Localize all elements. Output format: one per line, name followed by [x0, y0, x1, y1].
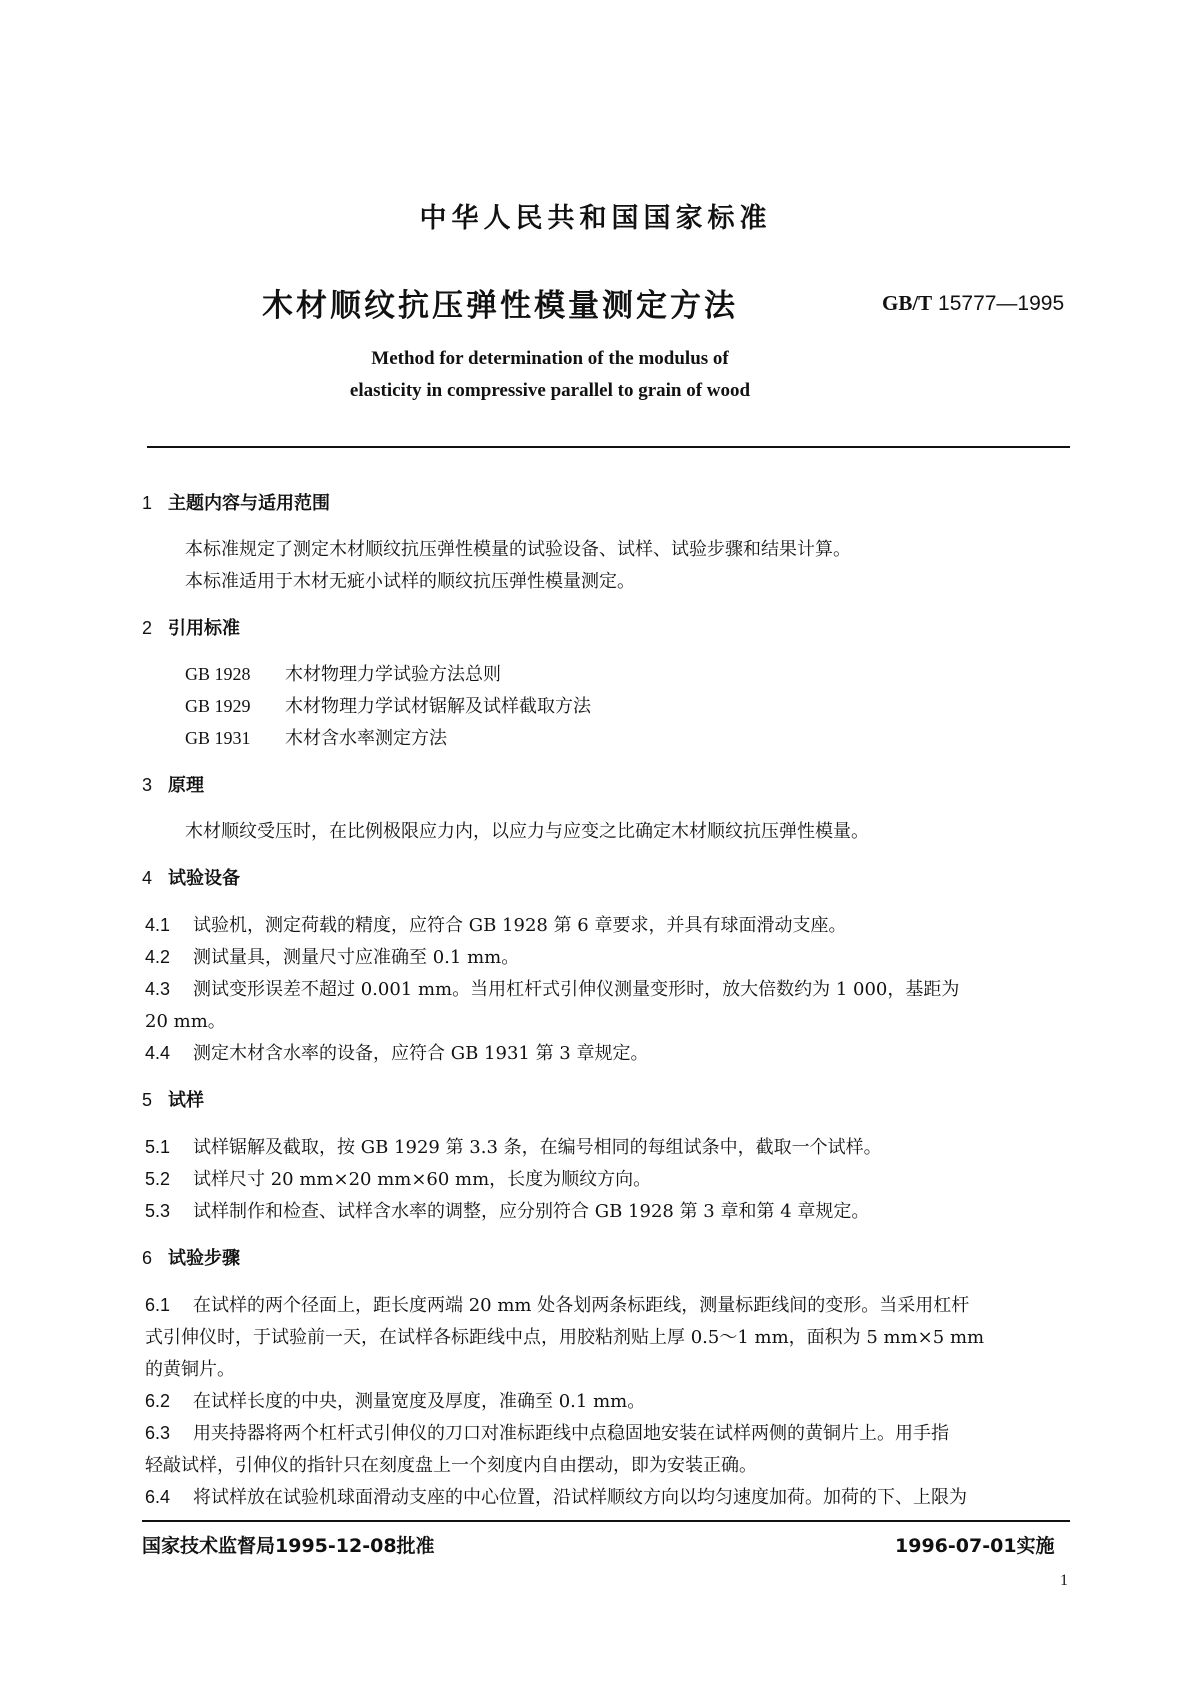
section-6-number: 6 [142, 1248, 153, 1268]
standard-prefix: GB/T [882, 291, 933, 315]
clause-number: 5.2 [145, 1169, 171, 1189]
clause-5-1 [145, 1133, 882, 1159]
clause-5-3 [145, 1197, 869, 1223]
standard-code: 15777—1995 [938, 292, 1065, 315]
clause-text: 测试量具，测量尺寸应准确至 0.1 mm。 [193, 947, 520, 968]
section-3-para-1: 木材顺纹受压时，在比例极限应力内，以应力与应变之比确定木材顺纹抗压弹性模量。 [185, 821, 869, 842]
clause-text: 用夹持器将两个杠杆式引伸仪的刀口对准标距线中点稳固地安装在试样两侧的黄铜片上。用手指 [193, 1423, 949, 1444]
section-2-title: 引用标准 [168, 618, 240, 639]
reference-row [185, 692, 591, 718]
clause-text: 将试样放在试验机球面滑动支座的中心位置，沿试样顺纹方向以均匀速度加荷。加荷的下、上限为 [193, 1487, 967, 1508]
clause-4-3 [145, 975, 959, 1001]
footer-divider [142, 1520, 1070, 1522]
section-6-heading [142, 1244, 240, 1270]
reference-row [185, 660, 501, 686]
clause-text: 试样尺寸 20 mm×20 mm×60 mm，长度为顺纹方向。 [193, 1169, 652, 1190]
reference-title: 木材含水率测定方法 [285, 728, 447, 749]
clause-number: 6.1 [145, 1295, 171, 1315]
section-3-title: 原理 [168, 775, 204, 796]
document-title: 木材顺纹抗压弹性模量测定方法 [262, 288, 738, 324]
section-4-title: 试验设备 [168, 868, 240, 889]
clause-text: 测定木材含水率的设备，应符合 GB 1931 第 3 章规定。 [193, 1043, 649, 1064]
clause-text: 试样制作和检查、试样含水率的调整，应分别符合 GB 1928 第 3 章和第 4 章规定。 [193, 1201, 870, 1222]
section-2-heading [142, 614, 240, 640]
clause-6-3-line-2: 轻敲试样，引伸仪的指针只在刻度盘上一个刻度内自由摆动，即为安装正确。 [145, 1455, 757, 1476]
clause-number: 4.4 [145, 1043, 171, 1063]
clause-text: 测试变形误差不超过 0.001 mm。当用杠杆式引伸仪测量变形时，放大倍数约为 1 000，基距为 [193, 979, 960, 1000]
section-1-title: 主题内容与适用范围 [168, 493, 330, 514]
clause-4-3-continuation: 20 mm。 [145, 1011, 226, 1032]
section-6-title: 试验步骤 [168, 1248, 240, 1269]
clause-6-3 [145, 1419, 949, 1445]
section-2-number: 2 [142, 618, 153, 638]
reference-row [185, 724, 447, 750]
section-1-heading [142, 489, 330, 515]
clause-number: 4.1 [145, 915, 171, 935]
clause-5-2 [145, 1165, 651, 1191]
reference-code: GB 1931 [185, 728, 251, 748]
clause-4-2 [145, 943, 519, 969]
english-title-line2: elasticity in compressive parallel to grain of wood [349, 380, 751, 401]
clause-number: 6.2 [145, 1391, 171, 1411]
section-5-number: 5 [142, 1090, 153, 1110]
reference-title: 木材物理力学试材锯解及试样截取方法 [285, 696, 591, 717]
section-4-number: 4 [142, 868, 153, 888]
clause-number: 5.3 [145, 1201, 171, 1221]
clause-text: 试样锯解及截取，按 GB 1929 第 3.3 条，在编号相同的每组试条中，截取一个试样。 [193, 1137, 882, 1158]
clause-4-1 [145, 911, 846, 937]
reference-code: GB 1929 [185, 696, 251, 716]
clause-6-1-line-3: 的黄铜片。 [145, 1359, 235, 1380]
english-title-line1: Method for determination of the modulus of [371, 348, 729, 369]
clause-number: 6.3 [145, 1423, 171, 1443]
section-5-title: 试样 [168, 1090, 204, 1111]
reference-title: 木材物理力学试验方法总则 [285, 664, 501, 685]
approval-date: 国家技术监督局1995-12-08批准 [142, 1535, 435, 1557]
clause-number: 4.2 [145, 947, 171, 967]
section-3-number: 3 [142, 775, 153, 795]
standard-number [882, 291, 1064, 316]
clause-6-2 [145, 1387, 645, 1413]
effective-date: 1996-07-01实施 [895, 1535, 1055, 1557]
clause-6-1-line-2: 式引伸仪时，于试验前一天，在试样各标距线中点，用胶粘剂贴上厚 0.5～1 mm，面积为 5 mm×5 mm [145, 1327, 985, 1348]
page-number: 1 [1060, 1572, 1068, 1589]
section-4-heading [142, 864, 240, 890]
header-divider [147, 446, 1070, 448]
section-1-para-2: 本标准适用于木材无疵小试样的顺纹抗压弹性模量测定。 [185, 571, 635, 592]
clause-text: 试验机，测定荷载的精度，应符合 GB 1928 第 6 章要求，并具有球面滑动支座。 [193, 915, 847, 936]
clause-number: 6.4 [145, 1487, 171, 1507]
reference-code: GB 1928 [185, 664, 251, 684]
clause-number: 5.1 [145, 1137, 171, 1157]
section-5-heading [142, 1086, 204, 1112]
clause-text: 在试样的两个径面上，距长度两端 20 mm 处各划两条标距线，测量标距线间的变形。当采用杠杆 [193, 1295, 970, 1316]
national-standard-heading: 中华人民共和国国家标准 [419, 203, 772, 234]
section-1-number: 1 [142, 493, 153, 513]
clause-4-4 [145, 1039, 648, 1065]
clause-6-4 [145, 1483, 967, 1509]
clause-number: 4.3 [145, 979, 171, 999]
section-1-para-1: 本标准规定了测定木材顺纹抗压弹性模量的试验设备、试样、试验步骤和结果计算。 [185, 539, 851, 560]
clause-text: 在试样长度的中央，测量宽度及厚度，准确至 0.1 mm。 [193, 1391, 646, 1412]
section-3-heading [142, 771, 204, 797]
clause-6-1 [145, 1291, 969, 1317]
